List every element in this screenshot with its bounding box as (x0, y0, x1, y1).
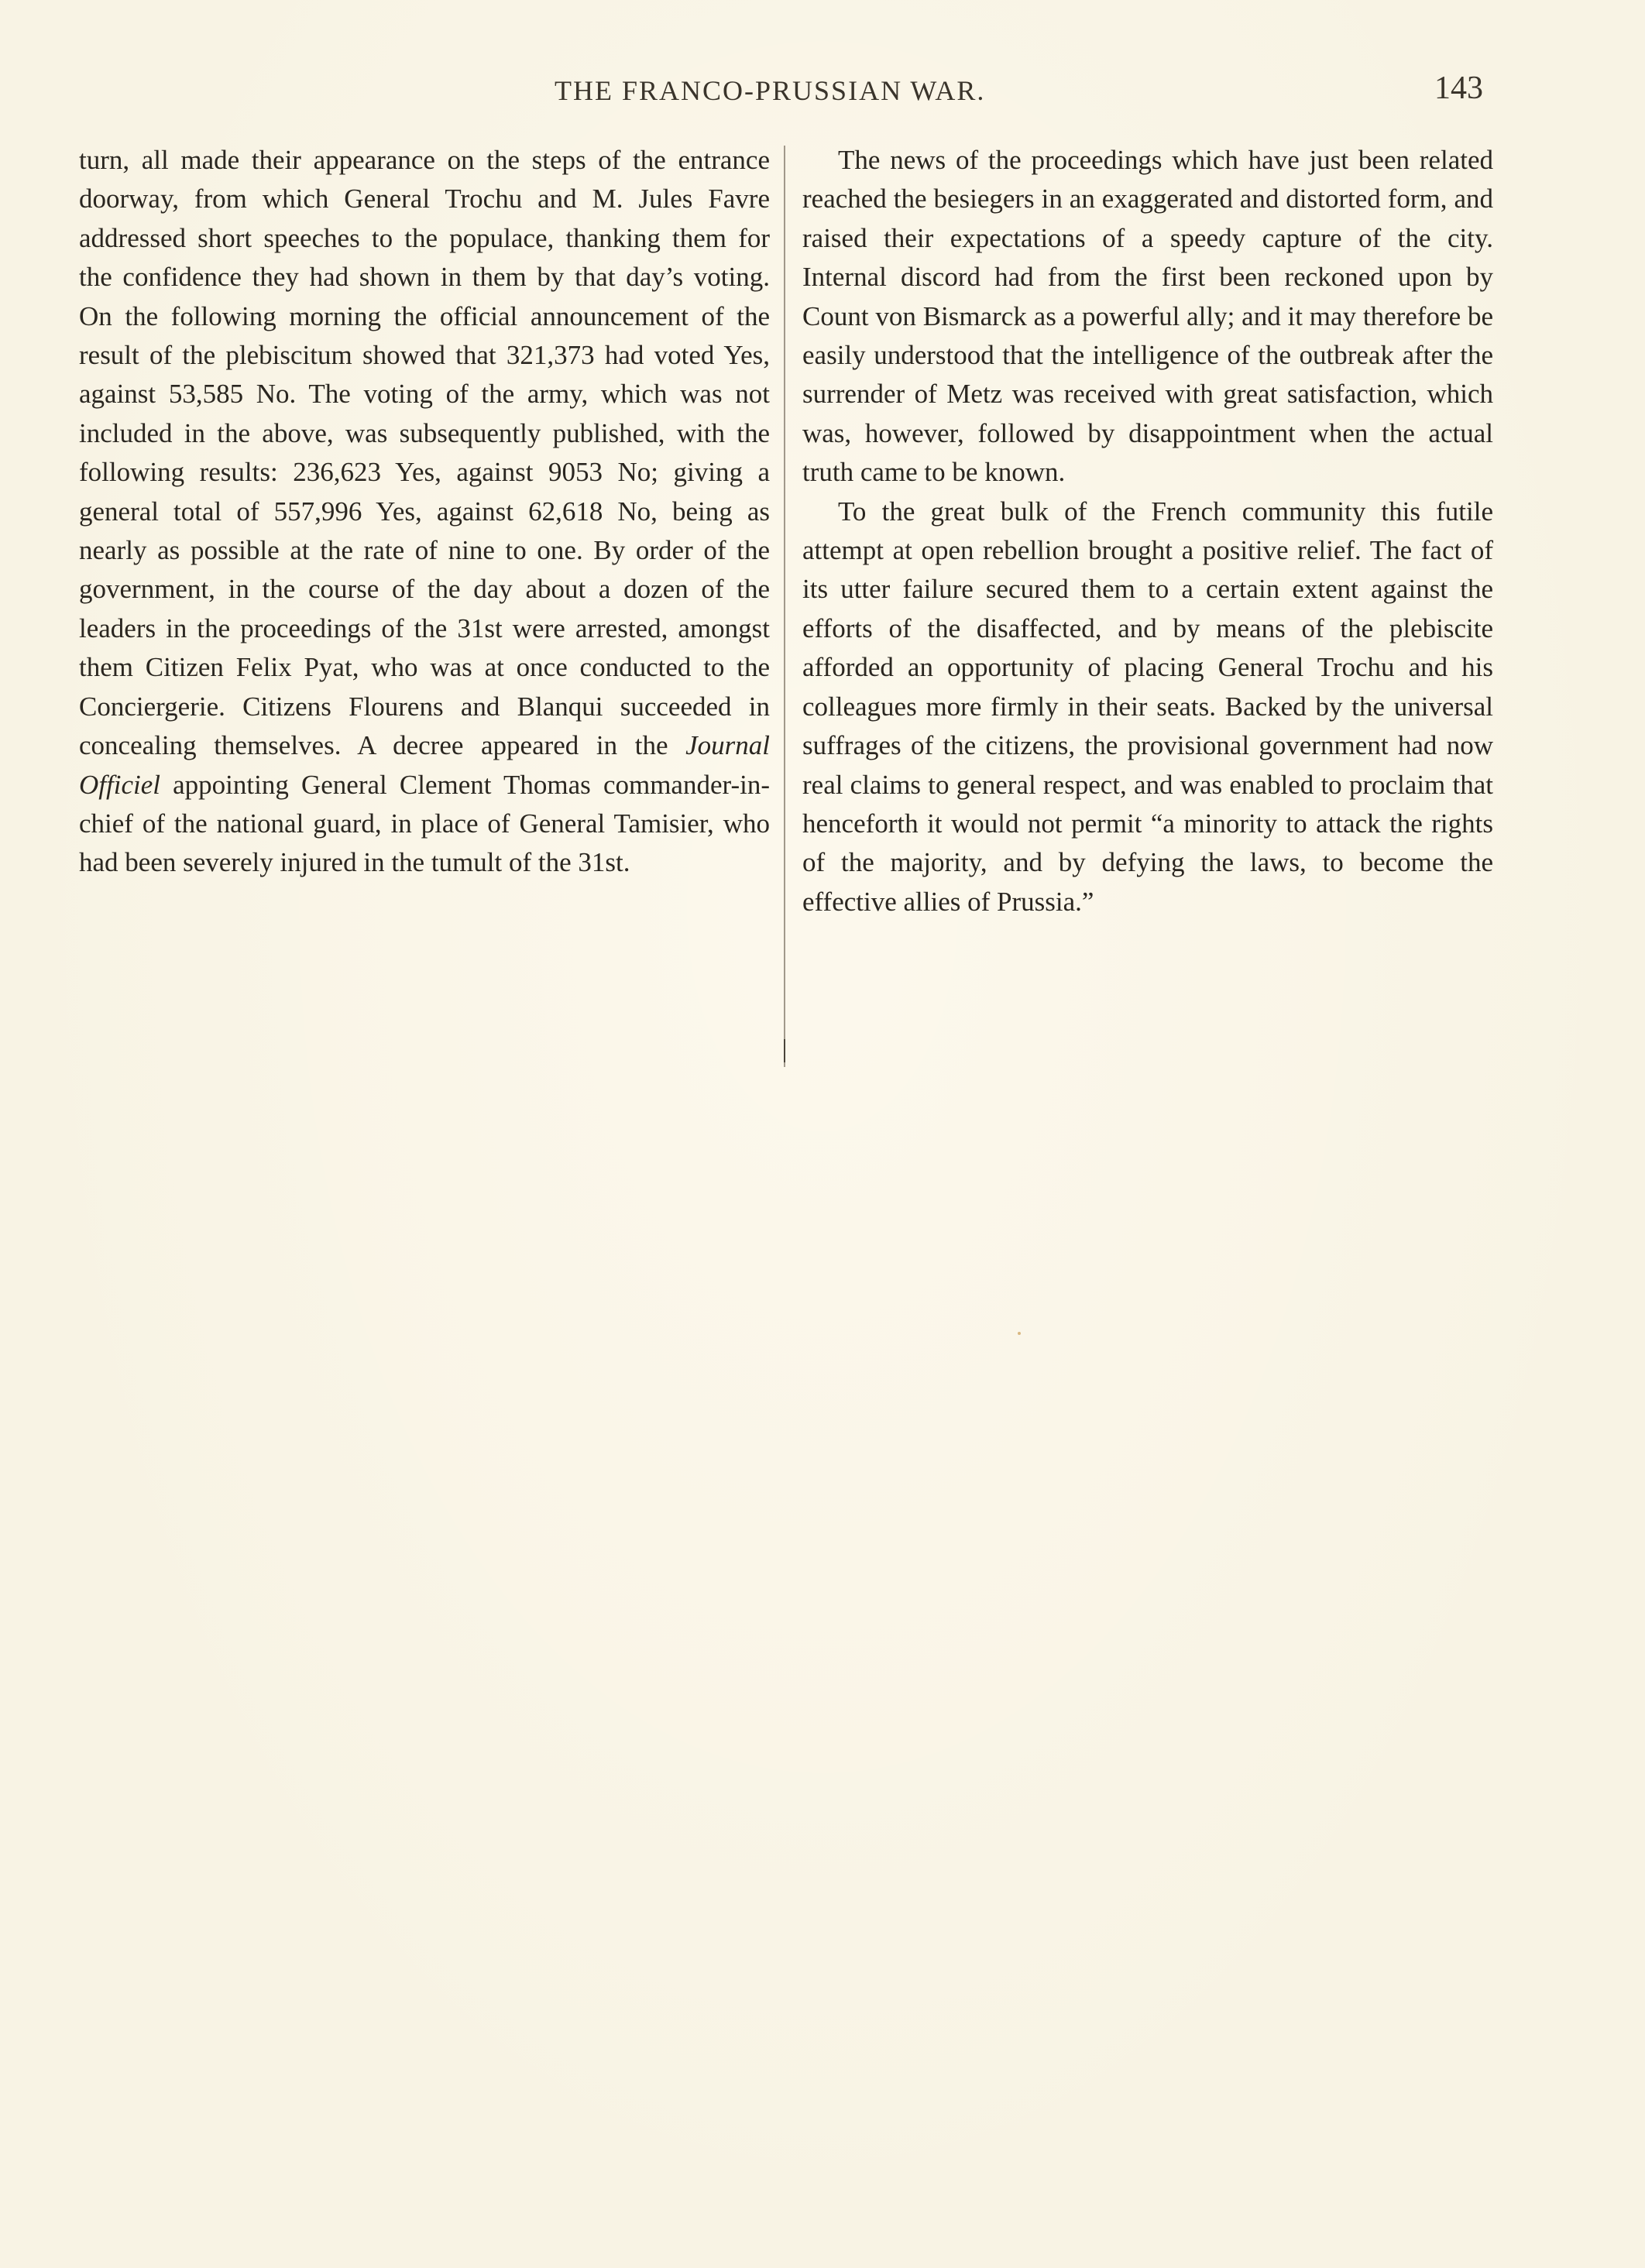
right-column (802, 141, 1493, 921)
column-rule (784, 146, 785, 1067)
left-column (79, 141, 770, 883)
page-number: 143 (1434, 70, 1483, 106)
running-title: THE FRANCO-PRUSSIAN WAR. (555, 75, 986, 106)
right-paragraph-1: The news of the proceedings which have just been related reached the besiegers in an exaggerated and distorted form, and raised their expectations of a speedy capture of the city. Internal discord had from the first been reckoned upon by Count von Bismarck as a powerful ally; and it may therefore be easily understood that the intelligence of the outbreak after the surrender of Metz was received with great satisfaction, which was, however, followed by disappointment when the actual truth came to be known. (802, 145, 1493, 488)
left-text-before-italic: turn, all made their appearance on the steps of the entrance doorway, from which General Trochu and M. Jules Favre addressed short speeches to the populace, thanking them for the confidence they had shown in them by that day’s voting. On the following morning the official announcement of the result of the plebiscitum showed that 321,373 had voted Yes, against 53,585 No. The voting of the army, which was not included in the above, was subsequently published, with the following results: 236,623 Yes, against 9053 No; giving a general total of 557,996 Yes, against 62,618 No, being as nearly as possible at the rate of nine to one. By order of the government, in the course of the day about a dozen of the leaders in the proceedings of the 31st were arrested, amongst them Citizen Felix Pyat, who was at once conducted to the Conciergerie. Citizens Flourens and Blanqui succeeded in concealing themselves. A decree appeared in the (79, 145, 770, 761)
left-paragraph (79, 141, 770, 883)
paper-speck (1018, 1332, 1021, 1335)
journal-title: Journal Officiel (79, 730, 770, 800)
left-text-after-italic: appointing General Clement Thomas commander-in-chief of the national guard, in place of General Tamisier, who had been severely injured in the tumult of the 31st. (79, 769, 770, 878)
column-rule-tail (784, 1039, 785, 1062)
right-paragraph-2: To the great bulk of the French community this futile attempt at open rebellion brought a positive relief. The fact of its utter failure secured them to a certain extent against the efforts of the disaffected, and by means of the plebiscite afforded an opportunity of placing General Trochu and his colleagues more firmly in their seats. Backed by the universal suffrages of the citizens, the provisional government had now real claims to general respect, and was enabled to proclaim that henceforth it would not permit “a minority to attack the rights of the majority, and by defying the laws, to become the effective allies of Prussia.” (802, 496, 1493, 917)
